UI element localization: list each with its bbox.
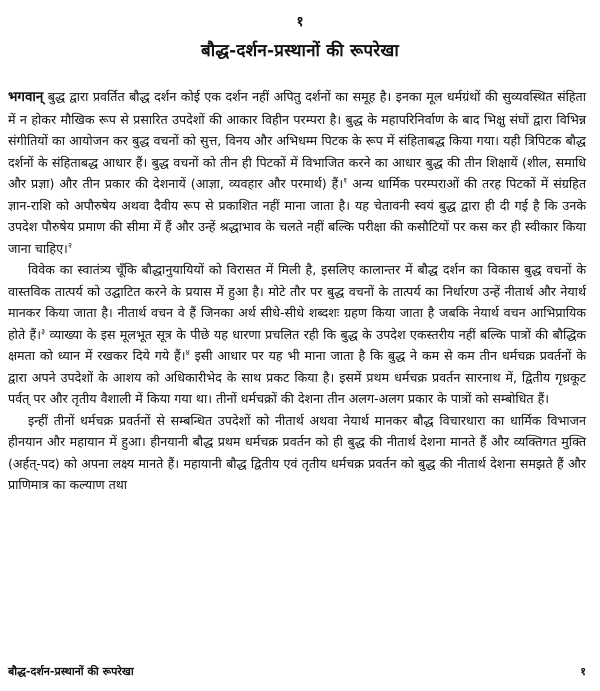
text-segment: अन्य धार्मिक परम्पराओं की तरह पिटकों में संग्रहित ज्ञान-राशि को अपौरुषेय अथवा दैवीय रूप से प्रकाशित नहीं माना जाता है। यह चेतावनी स्वयं बुद्ध द्वारा ही दी गई है कि उनके उपदेश पौरुषेय प्रमाण की सीमा में हैं और उन्हें श्रद्धाभाव के चलते नहीं बल्कि परीक्षा की कसौटियों पर कस कर ही स्वीकार किया जाना चाहिए।	[8, 176, 586, 256]
text-segment: इन्हीं तीनों धर्मचक्र प्रवर्तनों से सम्बन्धित उपदेशों को नीतार्थ अथवा नेयार्थ मानकर बौद्ध विचारधारा का धार्मिक विभाजन हीनयान और महायान में हुआ। हीनयानी बौद्ध प्रथम धर्मचक्र प्रवर्तन को ही बुद्ध की नीतार्थ देशना मानते हैं और व्यक्तिगत मुक्ति (अर्हत्-पद) को अपना लक्ष्य मानते हैं। महायानी बौद्ध द्वितीय एवं तृतीय धर्मचक्र प्रवर्तन को बुद्ध की नीतार्थ देशना समझते हैं और प्राणिमात्र का कल्याण तथा	[8, 412, 586, 492]
paragraph-2	[8, 259, 586, 410]
running-title: बौद्ध-दर्शन-प्रस्थानों की रूपरेखा	[8, 665, 134, 678]
lead-word: भगवान्	[8, 90, 44, 105]
footnote-marker: १	[343, 175, 348, 185]
footnote-marker: ३	[40, 326, 46, 336]
page-number: १	[580, 665, 586, 678]
paragraph-3	[8, 410, 586, 496]
chapter-number: १	[296, 14, 304, 30]
text-segment: व्याख्या के इस मूलभूत सूत्र के पीछे यह धारणा प्रचलित रही कि बुद्ध के उपदेश एकस्तरीय नहीं बल्कि पात्रों की बौद्धिक क्षमता को ध्यान में रखकर दिये गये हैं।	[8, 326, 586, 363]
footnote-marker: २	[67, 240, 72, 250]
text-segment: इसी आधार पर यह भी माना जाता है कि बुद्ध ने कम से कम तीन धर्मचक्र प्रवर्तनों के द्वारा अपने उपदेशों के आशय को अधिकारीभेद के साथ प्रकट किया है। इसमें प्रथम धर्मचक्र प्रवर्तन सारनाथ में, द्वितीय गृध्रकूट पर्वत् पर और तृतीय वैशाली में किया गया था। तीनों धर्मचक्रों की देशना तीन अलग-अलग प्रकार के पात्रों को सम्बोधित हैं।	[8, 348, 586, 406]
paragraph-1	[8, 86, 586, 259]
text-segment: बुद्ध द्वारा प्रवर्तित बौद्ध दर्शन कोई एक दर्शन नहीं अपितु दर्शनों का समूह है। इनका मूल धर्मग्रंथों की सुव्यवस्थित संहिता में न होकर मौखिक रूप से प्रसारित उपदेशों की आकार विहीन परम्परा है। बुद्ध के महापरिनिर्वाण के बाद भिक्षु संघों द्वारा विभिन्न संगीतियों का आयोजन कर बुद्ध वचनों को सुत्त, विनय और अभिधम्म पिटक के रूप में संहिताबद्ध किया गया। यही त्रिपिटक बौद्ध दर्शनों के संहिताबद्ध आधार हैं। बुद्ध वचनों को तीन ही पिटकों में विभाजित करने का आधार बुद्ध की तीन शिक्षायें (शील, समाधि और प्रज्ञा) और तीन प्रकार की देशनायें (आज्ञा, व्यवहार और परमार्थ) हैं।	[8, 89, 586, 191]
footnote-marker: ४	[185, 347, 190, 357]
text-segment: विवेक का स्वातंत्र्य चूँकि बौद्धानुयायियों को विरासत में मिली है, इसलिए कालान्तर में बौद्ध दर्शन का विकास बुद्ध वचनों के वास्तविक तात्पर्य को उद्घाटित करने के प्रयास में हुआ है। मोटे तौर पर बुद्ध वचनों के तात्पर्य का निर्धारण उन्हें नीतार्थ और नेयार्थ मानकर किया जाता है। नीतार्थ वचन वे हैं जिनका अर्थ सीधे-सीधे शब्दशः ग्रहण किया जाता है जबकि नेयार्थ वचन आभिप्रायिक होते हैं।	[8, 262, 586, 342]
chapter-title: बौद्ध-दर्शन-प्रस्थानों की रूपरेखा	[201, 41, 399, 61]
body-text	[8, 86, 586, 496]
